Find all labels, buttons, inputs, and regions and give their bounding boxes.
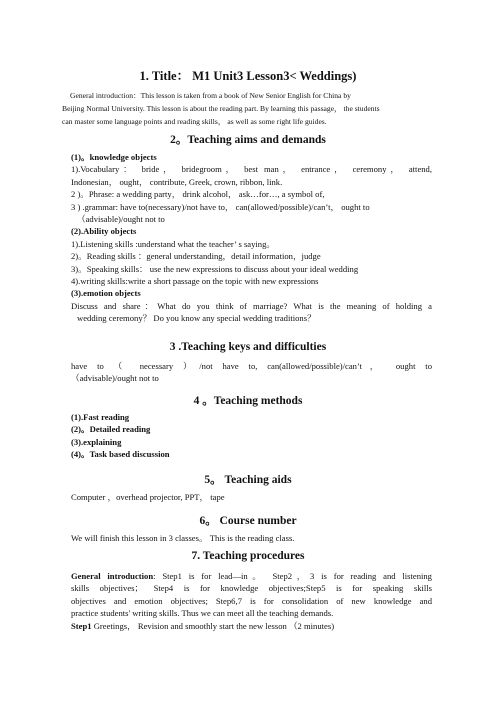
- document-title: 1. Title： M1 Unit3 Lesson3< Weddings): [139, 69, 357, 83]
- emotion-line-2: wedding ceremony？ Do you know any special wedding traditions？: [77, 313, 316, 324]
- emotion-line-1: Discuss and share：What do you think of marriage? What is the meaning of holding a: [71, 300, 432, 311]
- section-3-heading: 3 .Teaching keys and difficulties: [169, 341, 327, 353]
- method-fast-reading: (1).Fast reading: [71, 412, 130, 422]
- listening-skills: 1).Listening skills :understand what the teacher’ s saying。: [71, 238, 275, 249]
- intro-line-2: Beijing Normal University. This lesson is about the reading part. By learning this passage， the students: [62, 104, 380, 113]
- section-5-heading: 5。 Teaching aids: [204, 474, 292, 486]
- section-6-body: [71, 532, 432, 544]
- method-detailed-reading: (2)。Detailed reading: [71, 424, 151, 435]
- procedures-intro-line-4: practice students' writing skills. Thus we can meet all the teaching demands.: [71, 608, 334, 619]
- speaking-skills: 3)。Speaking skills： use the new expressions to discuss about your ideal wedding: [71, 263, 359, 274]
- section-6-heading: 6。 Course number: [199, 515, 297, 527]
- section-2-heading: 2。Teaching aims and demands: [170, 134, 326, 146]
- phrase-line: 2 )。Phrase: a wedding party， drink alcohol， ask…for…, a symbol of,: [71, 189, 325, 200]
- method-explaining: (3).explaining: [71, 436, 122, 447]
- section-5-body: [71, 491, 432, 503]
- step-1-line: [71, 620, 432, 632]
- writing-skills: 4).writing skills:write a short passage on the topic with new expressions: [71, 276, 319, 287]
- procedures-intro-line-1: [71, 570, 432, 582]
- step-1-label: Step1: [71, 620, 92, 631]
- method-task-discussion: (4)。Task based discussion: [71, 449, 170, 460]
- keys-line-1: have to （ necessary ）/not have to, can(allowed/possible)/can’t， ought to: [71, 361, 432, 371]
- course-number-text: We will finish this lesson in 3 classes。 This is the reading class.: [71, 533, 295, 543]
- procedures-intro-text: : Step1 is for lead—in。 Step2，3 is for reading and listening: [153, 571, 432, 581]
- intro-line-1: General introduction：This lesson is taken from a book of New Senior English for China by: [70, 91, 351, 100]
- intro-line-3: can master some language points and reading skills， as well as some right life guides.: [62, 117, 327, 126]
- grammar-line: 3 ) .grammar: have to(necessary)/not have to， can(allowed/possible)/can’t， ought to: [71, 201, 370, 212]
- keys-line-2: （advisable)/ought not to: [71, 373, 159, 384]
- step-1-text: Greetings， Revision and smoothly start the new lesson （2 minutes): [91, 620, 335, 631]
- emotion-objects-heading: (3).emotion objects: [71, 288, 141, 299]
- ability-objects-heading: (2).Ability objects: [71, 226, 137, 237]
- procedures-intro-line-3: objectives and emotion objectives; Step6,7 is for consolidation of new knowledge and: [71, 595, 432, 606]
- section-4-body: [71, 411, 432, 461]
- teaching-aids-text: Computer ，overhead projector, PPT， tape: [71, 492, 225, 502]
- section-4-heading: 4 。Teaching methods: [193, 395, 303, 407]
- section-3-body: [71, 360, 432, 385]
- procedures-intro-line-2: skills objectives； Step4 is for knowledge objectives;Step5 is for speaking skills: [71, 583, 432, 594]
- knowledge-objects-heading: (1)。knowledge objects: [71, 152, 157, 162]
- section-2-body: [71, 151, 432, 325]
- reading-skills: 2)。Reading skills ：general understanding，detail information，judge: [71, 251, 321, 262]
- general-introduction: [62, 89, 432, 128]
- general-introduction-label: General introduction: [71, 571, 154, 581]
- section-7-body: [71, 570, 432, 632]
- vocabulary-line-2: Indonesian， ought， contribute, Greek, crown, ribbon, link.: [71, 176, 283, 187]
- section-7-heading: 7. Teaching procedures: [191, 550, 305, 562]
- grammar-line-2: （advisable)/ought not to: [77, 214, 165, 225]
- vocabulary-line: 1).Vocabulary： bride， bridegroom， best man， entrance， ceremony， attend,: [71, 164, 432, 175]
